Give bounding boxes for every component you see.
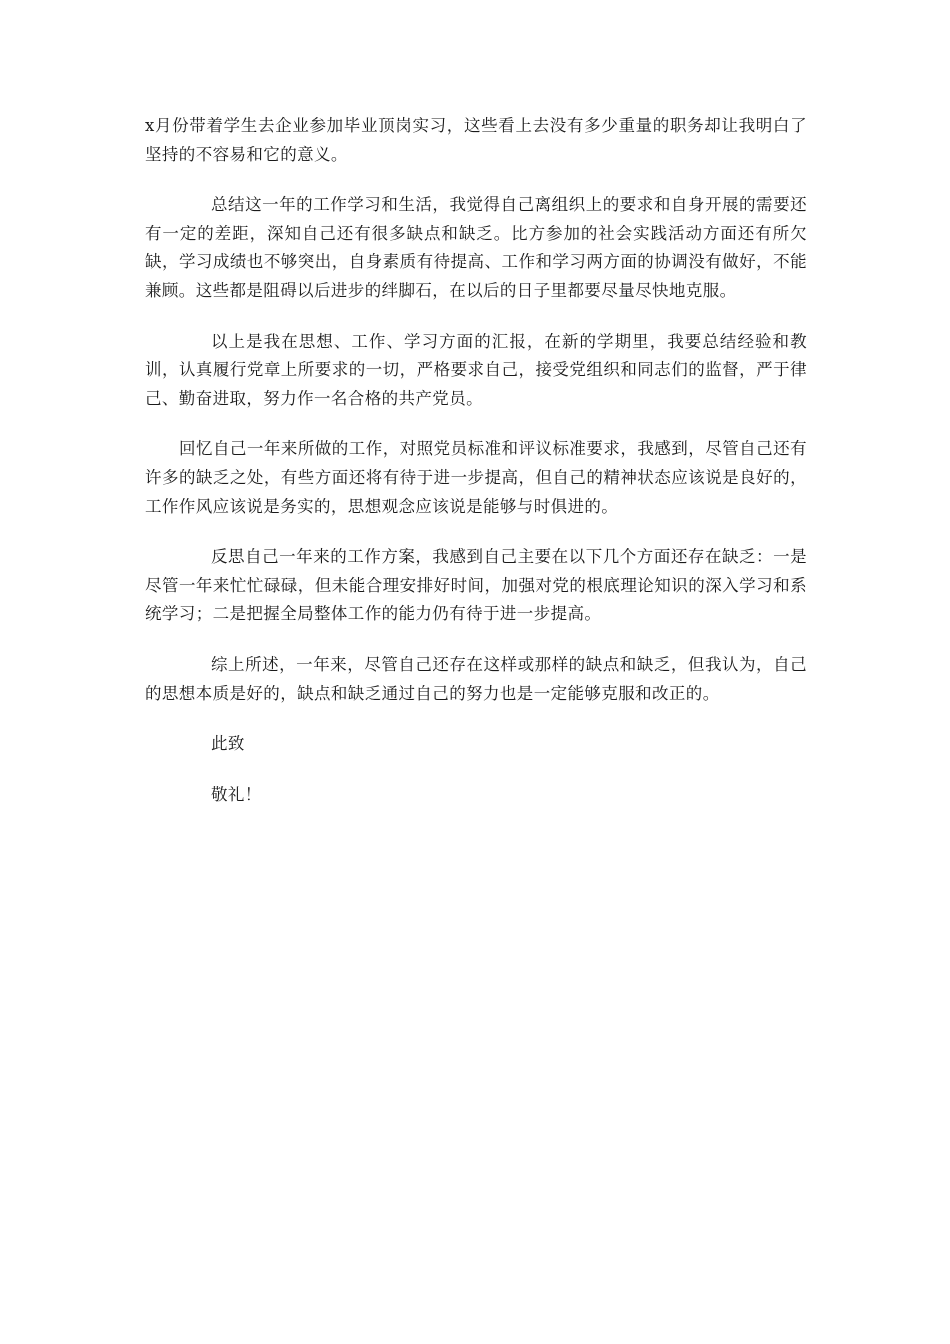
closing-salutation: 此致 — [211, 734, 245, 754]
closing-regards: 敬礼！ — [211, 784, 262, 804]
paragraph-shortcomings: 反思自己一年来的工作方案，我感到自己主要在以下几个方面还存在缺乏：一是尽管一年来忙忙碌碌，但未能合理安排好时间，加强对党的根底理论知识的深入学习和系统学习；二是把握全局整体工作的能力仍有待于进一步提高。 — [145, 547, 807, 624]
paragraph-year-summary: 总结这一年的工作学习和生活，我觉得自己离组织上的要求和自身开展的需要还有一定的差距，深知自己还有很多缺点和缺乏。比方参加的社会实践活动方面还有所欠缺，学习成绩也不够突出，自身素质有待提高、工作和学习两方面的协调没有做好，不能兼顾。这些都是阻碍以后进步的绊脚石，在以后的日子里都要尽量尽快地克服。 — [145, 195, 807, 300]
paragraph-internship: x月份带着学生去企业参加毕业顶岗实习，这些看上去没有多少重量的职务却让我明白了坚持的不容易和它的意义。 — [145, 116, 807, 164]
paragraph-conclusion: 综上所述，一年来，尽管自己还存在这样或那样的缺点和缺乏，但我认为，自己的思想本质是好的，缺点和缺乏通过自己的努力也是一定能够克服和改正的。 — [145, 654, 807, 703]
document-body — [145, 112, 807, 831]
paragraph-reflection: 回忆自己一年来所做的工作，对照党员标准和评议标准要求，我感到，尽管自己还有许多的缺乏之处，有些方面还将有待于进一步提高，但自己的精神状态应该说是良好的，工作作风应该说是务实的，思想观念应该说是能够与时俱进的。 — [145, 439, 807, 516]
paragraph-report: 以上是我在思想、工作、学习方面的汇报，在新的学期里，我要总结经验和教训，认真履行党章上所要求的一切，严格要求自己，接受党组织和同志们的监督，严于律己、勤奋进取，努力作一名合格的共产党员。 — [145, 331, 807, 408]
